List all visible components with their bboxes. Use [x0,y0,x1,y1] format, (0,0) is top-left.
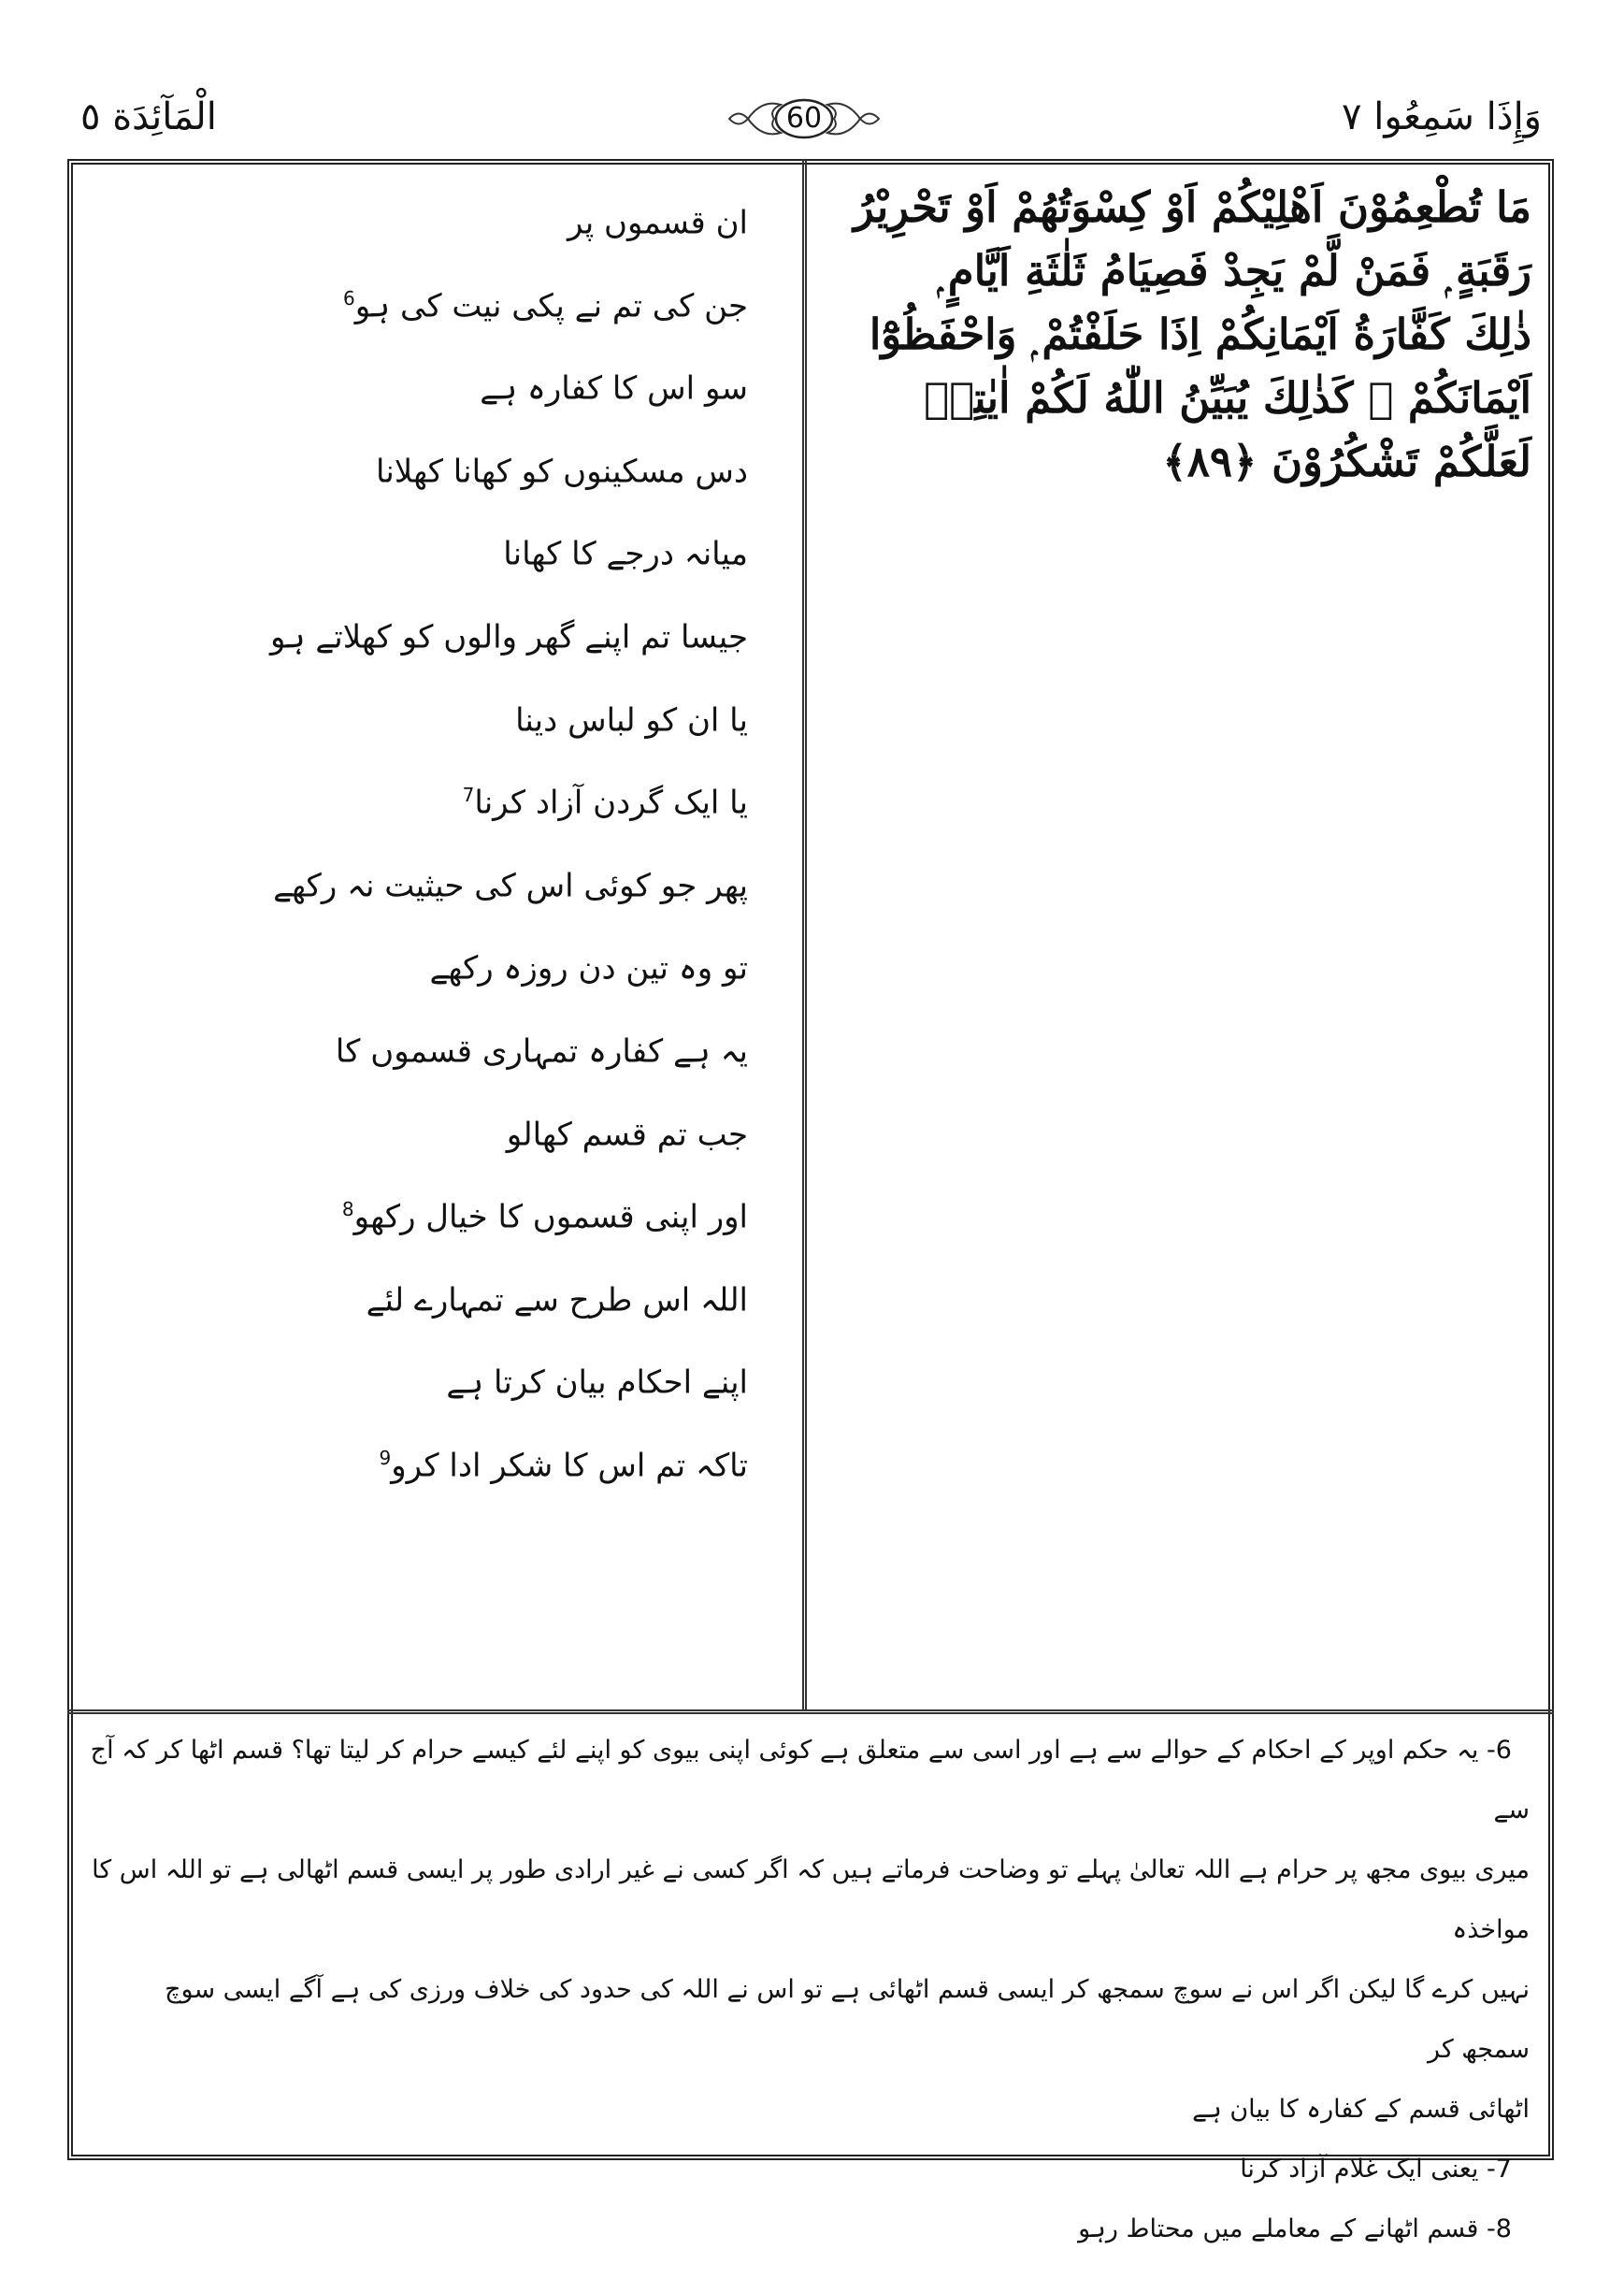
urdu-line-text: اور اپنی قسموں کا خیال رکھو [353,1198,748,1236]
footnote-8 [90,2199,1530,2259]
urdu-line [93,187,748,270]
arabic-text-column [812,176,1531,494]
urdu-line [93,1016,748,1099]
footnote-text: نہیں کرے گا لیکن اگر اس نے سوچ سمجھ کر ایسی قسم اٹھائی ہے تو اس نے اللہ کی حدود کی خلاف ورزی کی ہے آگے ایسی سوچ سمجھ کر [165,1975,1530,2064]
urdu-line-text: جن کی تم نے پکی نیت کی ہو [354,286,748,324]
urdu-line-text: جیسا تم اپنے گھر والوں کو کھلاتے ہو [270,618,748,656]
footnote-ref: 7 [462,784,475,807]
column-divider [802,159,807,1709]
arabic-line: ذٰلِكَ كَفَّارَةُ اَيْمَانِكُمْ اِذَا حَلَفْتُمْ ۭ وَاحْفَظُوْٓا [869,310,1531,359]
urdu-line-text: تو وہ تین دن روزہ رکھے [429,949,748,988]
urdu-line-text: یا ایک گردن آزاد کرنا [474,784,748,822]
footnote-text: اٹھائی قسم کے کفارہ کا بیان ہے [1192,2095,1530,2124]
urdu-line [93,1181,748,1264]
page-number-ornament [711,92,898,146]
urdu-line [93,436,748,519]
urdu-line [93,932,748,1016]
urdu-line [93,353,748,436]
arabic-line: مَا تُطْعِمُوْنَ اَهْلِيْكُمْ اَوْ كِسْوَتُهُمْ اَوْ تَحْرِيْرُ [853,182,1531,232]
footnote-7 [90,2140,1530,2199]
urdu-line [93,850,748,933]
footnote-text: یعنی ایک غلام آزاد کرنا [1240,2155,1479,2184]
urdu-line [93,685,748,768]
urdu-line-text: یا ان کو لباس دینا [515,700,748,739]
urdu-line-text: پھر جو کوئی اس کی حیثیت نہ رکھے [273,867,748,905]
footnote-text: میری بیوی مجھ پر حرام ہے اللہ تعالیٰ پہلے تو وضاحت فرماتے ہیں کہ اگر کسی نے غیر ارادی طور پر ایسی قسم اٹھالی ہے تو اللہ اس کا مواخذہ [92,1855,1530,1944]
urdu-line-text: اللہ اس طرح سے تمہارے لئے [366,1281,748,1320]
urdu-line-text: تاکہ تم اس کا شکر ادا کرو [391,1447,748,1485]
urdu-line-text: سو اس کا کفارہ ہے [480,369,748,408]
juz-name: وَإِذَا سَمِعُوا ٧ [1342,95,1542,138]
arabic-line: اَيْمَانَكُمْ ۭ كَذٰلِكَ يُبَيِّنُ اللّٰهُ لَكُمْ اٰيٰتِهٖ [923,373,1531,423]
urdu-line [93,1099,748,1182]
footnote-text: یہ حکم اوپر کے احکام کے حوالے سے ہے اور اسی سے متعلق ہے کوئی اپنی بیوی کو اپنے لئے کیسے حرام کر لیتا تھا؟ قسم اٹھا کر کہ آج سے [90,1736,1530,1824]
urdu-line [93,1347,748,1430]
arabic-line: لَعَلَّكُمْ تَشْكُرُوْنَ ﴿٨٩﴾ [1162,437,1531,486]
footnote-number: -7 [1487,2155,1512,2184]
urdu-line [93,601,748,685]
urdu-line [93,767,748,850]
urdu-line-text: اپنے احکام بیان کرتا ہے [446,1363,748,1402]
footnote-ref: 8 [341,1198,354,1221]
urdu-line [93,270,748,353]
page-number: 60 [785,102,823,135]
urdu-line-text: میانہ درجے کا کھانا [503,535,748,573]
footnote-ref: 9 [379,1446,392,1469]
urdu-line-text: ان قسموں پر [567,204,748,242]
surah-name: الْمَآئِدَة ٥ [80,95,217,138]
footnotes-section [90,1721,1530,2259]
urdu-translation-column [93,187,748,1513]
footnote-text: قسم اٹھانے کے معاملے میں محتاط رہو [1078,2214,1479,2243]
urdu-line [93,518,748,601]
footnote-divider [67,1709,1554,1714]
urdu-line [93,1264,748,1348]
arabic-line: رَقَبَةٍ ۭ فَمَنْ لَّمْ يَجِدْ فَصِيَامُ ثَلٰثَةِ اَيَّامٍ ۭ [937,246,1531,296]
footnote-ref: 6 [343,286,355,310]
footnote-6 [90,1721,1530,2140]
footnote-number: -6 [1487,1736,1512,1765]
urdu-line-text: جب تم قسم کھالو [506,1115,748,1153]
footnote-number: -8 [1487,2214,1512,2243]
urdu-line-text: دس مسکینوں کو کھانا کھلانا [375,453,748,491]
urdu-line-text: یہ ہے کفارہ تمہاری قسموں کا [335,1032,748,1071]
urdu-line [93,1430,748,1513]
